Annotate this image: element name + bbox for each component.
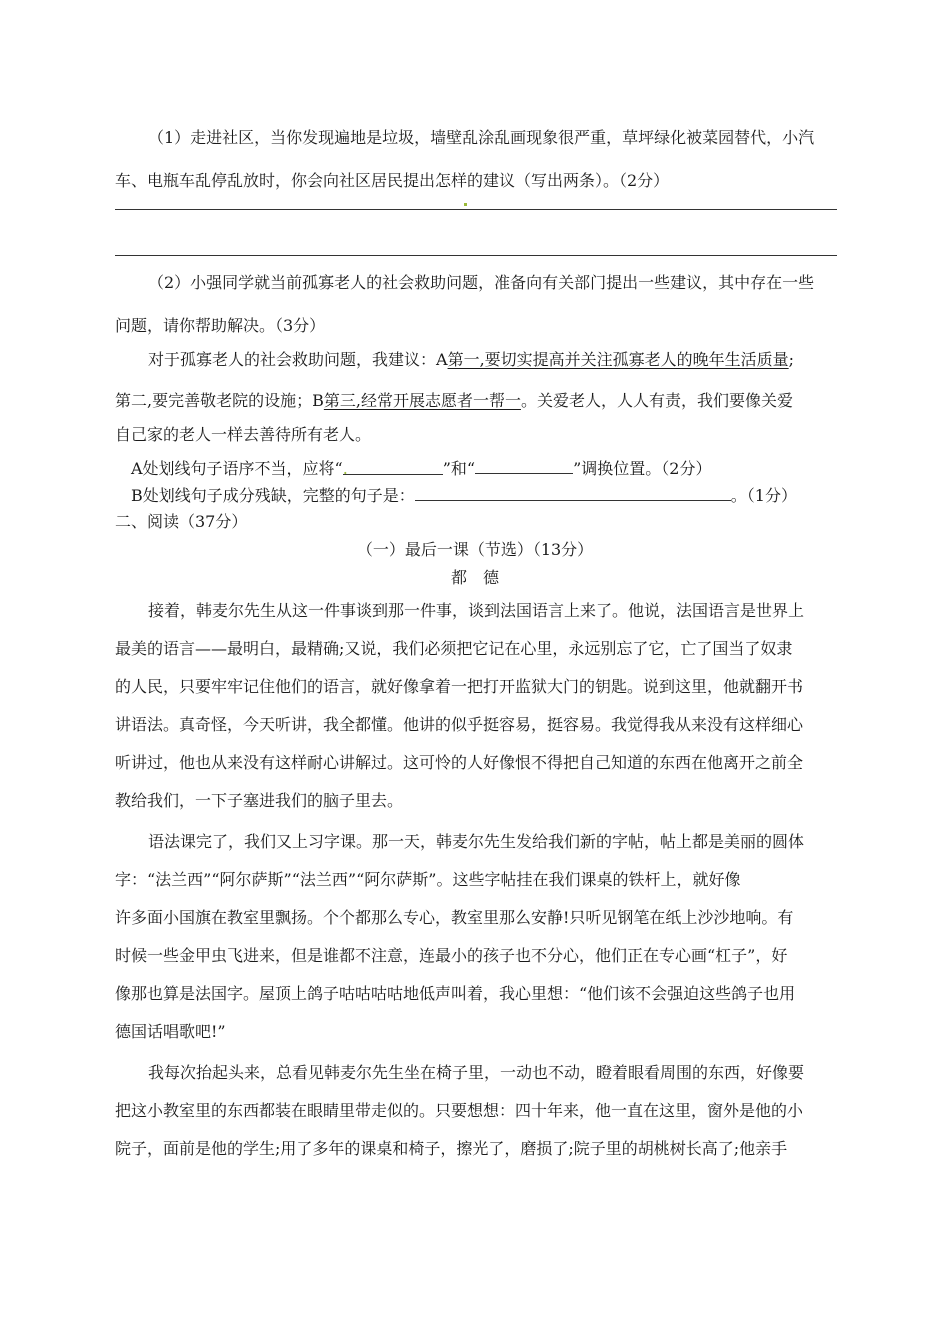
q2-p1-prefix: 对于孤寡老人的社会救助问题，我建议：A (148, 350, 448, 369)
q1-line-1: （1）走进社区，当你发现遍地是垃圾，墙壁乱涂乱画现象很严重，草坪绿化被菜园替代，小汽 (148, 128, 815, 147)
answer-line-2[interactable] (115, 255, 837, 256)
task-a-prefix: A处划线句子语序不当，应将“ (131, 459, 343, 478)
passage-p2-line: 语法课完了，我们又上习字课。那一天，韩麦尔先生发给我们新的字帖，帖上都是美丽的圆体 (148, 832, 805, 851)
task-a-suffix: ”调换位置。（2分） (573, 459, 712, 478)
task-b-prefix: B处划线句子成分残缺，完整的句子是： (131, 486, 415, 505)
task-a-blank-1[interactable] (342, 458, 443, 478)
q2-p2-suffix: 。关爱老人，人人有责，我们要像关爱 (520, 391, 793, 410)
passage-p2-line: 字：“法兰西”“阿尔萨斯”“法兰西”“阿尔萨斯”。这些字帖挂在我们课桌的铁杆上，就好像 (115, 870, 741, 889)
task-b-blank[interactable] (415, 484, 731, 501)
passage-author: 都 德 (450, 568, 499, 587)
passage-p3-line: 院子，面前是他的学生;用了多年的课桌和椅子，擦光了，磨损了;院子里的胡桃树长高了;他亲手 (115, 1139, 788, 1158)
task-a-green-dot: . (342, 459, 348, 478)
q2-task-b (115, 484, 837, 507)
passage-p1-line: 的人民，只要牢牢记住他们的语言，就好像拿着一把打开监狱大门的钥匙。说到这里，他就翻开书 (115, 677, 804, 696)
section-heading: 二、阅读（37分） (115, 512, 248, 531)
q2-line-2: 问题，请你帮助解决。（3分） (115, 316, 326, 335)
task-a-middle: ”和“ (442, 459, 476, 478)
q2-line-1: （2）小强同学就当前孤寡老人的社会救助问题，准备向有关部门提出一些建议，其中存在一些 (148, 273, 815, 292)
passage-p3-line: 我每次抬起头来，总看见韩麦尔先生坐在椅子里，一动也不动，瞪着眼看周围的东西，好像要 (148, 1063, 805, 1082)
q2-p2-prefix: 第二,要完善敬老院的设施；B (115, 391, 324, 410)
q2-paragraph-line-3: 自己家的老人一样去善待所有老人。 (115, 425, 372, 444)
q2-paragraph-line-2 (115, 390, 837, 412)
underlined-sentence-a: 第一,要切实提高并关注孤寡老人的晚年生活质量 (447, 350, 789, 369)
passage-p2-line: 时候一些金甲虫飞进来，但是谁都不注意，连最小的孩子也不分心，他们正在专心画“杠子”，好 (115, 946, 788, 965)
task-a-blank-2[interactable] (475, 457, 573, 474)
passage-title: （一）最后一课（节选）（13分） (356, 540, 594, 559)
passage-p2-line: 德国话唱歌吧!” (115, 1022, 226, 1041)
passage-p1-line: 听讲过，他也从来没有这样耐心讲解过。这可怜的人好像恨不得把自己知道的东西在他离开之前全 (115, 753, 804, 772)
q2-p1-end: ; (788, 350, 795, 369)
passage-p1-line: 接着，韩麦尔先生从这一件事谈到那一件事，谈到法国语言上来了。他说，法国语言是世界上 (148, 601, 805, 620)
passage-p2-line: 许多面小国旗在教室里飘扬。个个都那么专心，教室里那么安静!只听见钢笔在纸上沙沙地响。有 (115, 908, 794, 927)
passage-p2-line: 像那也算是法国字。屋顶上鸽子咕咕咕咕地低声叫着，我心里想：“他们该不会强迫这些鸽子也用 (115, 984, 796, 1003)
passage-p3-line: 把这小教室里的东西都装在眼睛里带走似的。只要想想：四十年来，他一直在这里，窗外是他的小 (115, 1101, 804, 1120)
answer-line-1[interactable] (115, 209, 837, 210)
q1-line-2: 车、电瓶车乱停乱放时，你会向社区居民提出怎样的建议（写出两条）。（2分） (115, 171, 670, 190)
passage-p1-line: 最美的语言——最明白，最精确;又说，我们必须把它记在心里，永远别忘了它，亡了国当了奴隶 (115, 639, 793, 658)
q2-paragraph-line-1 (115, 349, 837, 371)
passage-p1-line: 讲语法。真奇怪，今天听讲，我全都懂。他讲的似乎挺容易，挺容易。我觉得我从来没有这样细心 (115, 715, 804, 734)
underlined-sentence-b: 第三,经常开展志愿者一帮一 (323, 391, 521, 410)
green-mark (464, 203, 467, 206)
q2-task-a (115, 457, 837, 480)
task-b-suffix: 。（1分） (730, 486, 797, 505)
passage-p1-line: 教给我们，一下子塞进我们的脑子里去。 (115, 791, 404, 810)
